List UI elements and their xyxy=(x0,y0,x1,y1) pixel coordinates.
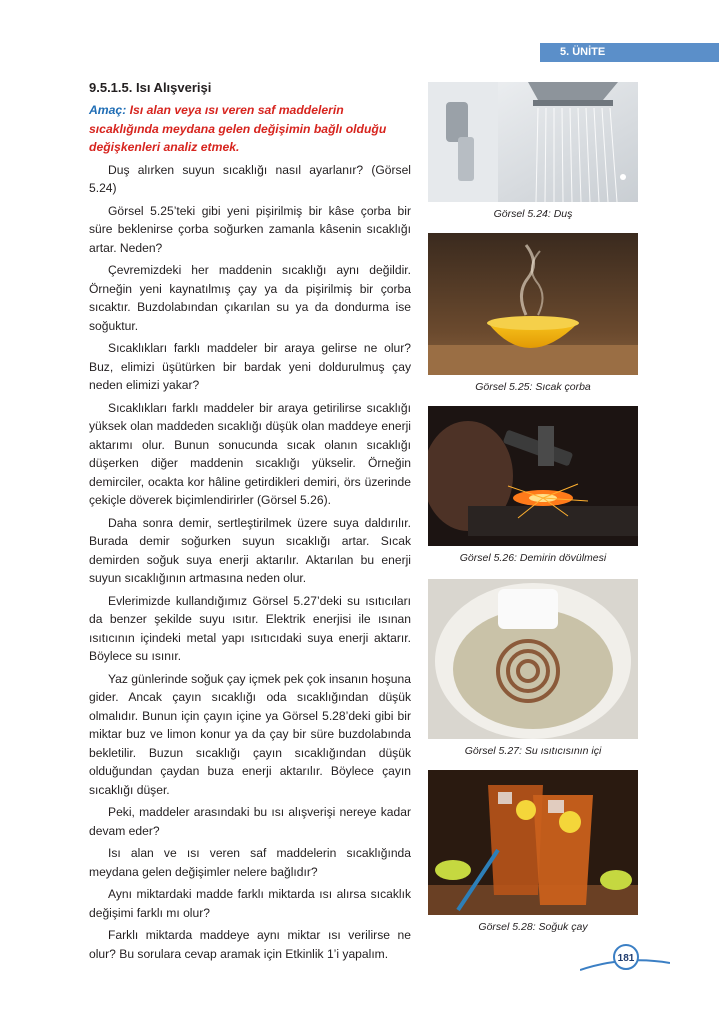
figure-caption: Görsel 5.28: Soğuk çay xyxy=(478,921,588,933)
paragraph: Daha sonra demir, sertleştirilmek üzere suya daldırılır. Burada demir soğurken suyun sıcaklığı artar. Sıcak demirden soğuk suya enerji aktarılır. Aktarılan bu enerji suyun sıcaklığının artmasına neden olur. xyxy=(89,515,411,585)
paragraph: Aynı miktardaki madde farklı miktarda ısı alırsa sıcaklık değişimi farklı mı olur? xyxy=(89,887,411,920)
unit-header: 5. ÜNİTE xyxy=(540,43,719,62)
figure-caption: Görsel 5.25: Sıcak çorba xyxy=(475,381,591,393)
paragraph: Çevremizdeki her maddenin sıcaklığı aynı değildir. Örneğin yeni kaynatılmış çay ya da pişirilmiş bir çorba sıcaktır. Buzdolabından çıkarılan su ya da dondurma ise soğuktur. xyxy=(89,263,411,333)
aim-label: Amaç: xyxy=(89,103,127,117)
iced-tea-image xyxy=(428,770,638,915)
figure-caption: Görsel 5.26: Demirin dövülmesi xyxy=(459,552,607,564)
figure-kettle xyxy=(428,579,638,757)
paragraph: Sıcaklıkları farklı maddeler bir araya gelirse ne olur? Buz, elimizi üşütürken bir bardak yeni doldurulmuş çay neden elimizi yakar? xyxy=(89,341,411,392)
figure-forging xyxy=(428,406,638,564)
figure-shower xyxy=(428,82,638,220)
main-text-column xyxy=(89,80,411,967)
section-title: 9.5.1.5. Isı Alışverişi xyxy=(89,80,212,95)
shower-image xyxy=(428,82,638,202)
page-number: 181 xyxy=(613,944,639,970)
paragraph: Görsel 5.25’teki gibi yeni pişirilmiş bir kâse çorba bir süre beklenirse çorba soğurken zamanla kâsenin sıcaklığı artar. Neden? xyxy=(89,203,411,255)
figure-caption: Görsel 5.27: Su ısıtıcısının içi xyxy=(464,745,602,757)
figure-caption: Görsel 5.24: Duş xyxy=(493,208,573,220)
paragraph: Yaz günlerinde soğuk çay içmek pek çok insanın hoşuna gider. Ancak çayın sıcaklığı oda sıcaklığından düşük olmalıdır. Bunun için çayın içine ya Görsel 5.28’deki gibi bir miktar buz ve limon konur ya da çay bir süre buzdolabında bekletilir. Buzun sıcaklığı çayın sıcaklığından düşük olduğundan çaydan buza enerji aktarılır. Böylece çayın sıcaklığı düşer. xyxy=(89,671,411,797)
aim-statement xyxy=(89,101,411,157)
paragraph: Peki, maddeler arasındaki bu ısı alışverişi nereye kadar devam eder? xyxy=(89,805,411,838)
paragraph: Duş alırken suyun sıcaklığı nasıl ayarlanır? (Görsel 5.24) xyxy=(89,162,411,195)
figure-hot-soup xyxy=(428,233,638,393)
paragraph: Evlerimizde kullandığımız Görsel 5.27’deki su ısıtıcıları da benzer şekilde suyu ısıtır. Elektrik enerjisi ile ısınan ısıtıcının içindeki metal yapı ısıtıcıdaki suya enerji aktarır. Böylece su ısınır. xyxy=(89,593,411,663)
forging-image xyxy=(428,406,638,546)
kettle-interior-image xyxy=(428,579,638,739)
paragraph: Farklı miktarda maddeye aynı miktar ısı verilirse ne olur? Bu sorulara cevap aramak için Etkinlik 1’i yapalım. xyxy=(89,928,411,961)
paragraph: Sıcaklıkları farklı maddeler bir araya getirilirse sıcaklığı yüksek olan maddeden sıcaklığı düşük olan maddeye enerji aktarımı olur. Bunun sonucunda sıcak olanın sıcaklığı düşerken diğer maddenin sıcaklığı yükselir. Örneğin demirciler, ocakta kor hâline getirdikleri demiri, örs üzerinde çekiçle döverek biçimlendirirler (Görsel 5.26). xyxy=(89,400,411,507)
paragraph: Isı alan ve ısı veren saf maddelerin sıcaklığında meydana gelen değişimler nelere bağlıdır? xyxy=(89,846,411,879)
figure-iced-tea xyxy=(428,770,638,933)
soup-bowl-image xyxy=(428,233,638,375)
aim-text: Isı alan veya ısı veren saf maddelerin sıcaklığında meydana gelen değişimin bağlı olduğu değişkenleri analiz etmek. xyxy=(89,103,387,154)
